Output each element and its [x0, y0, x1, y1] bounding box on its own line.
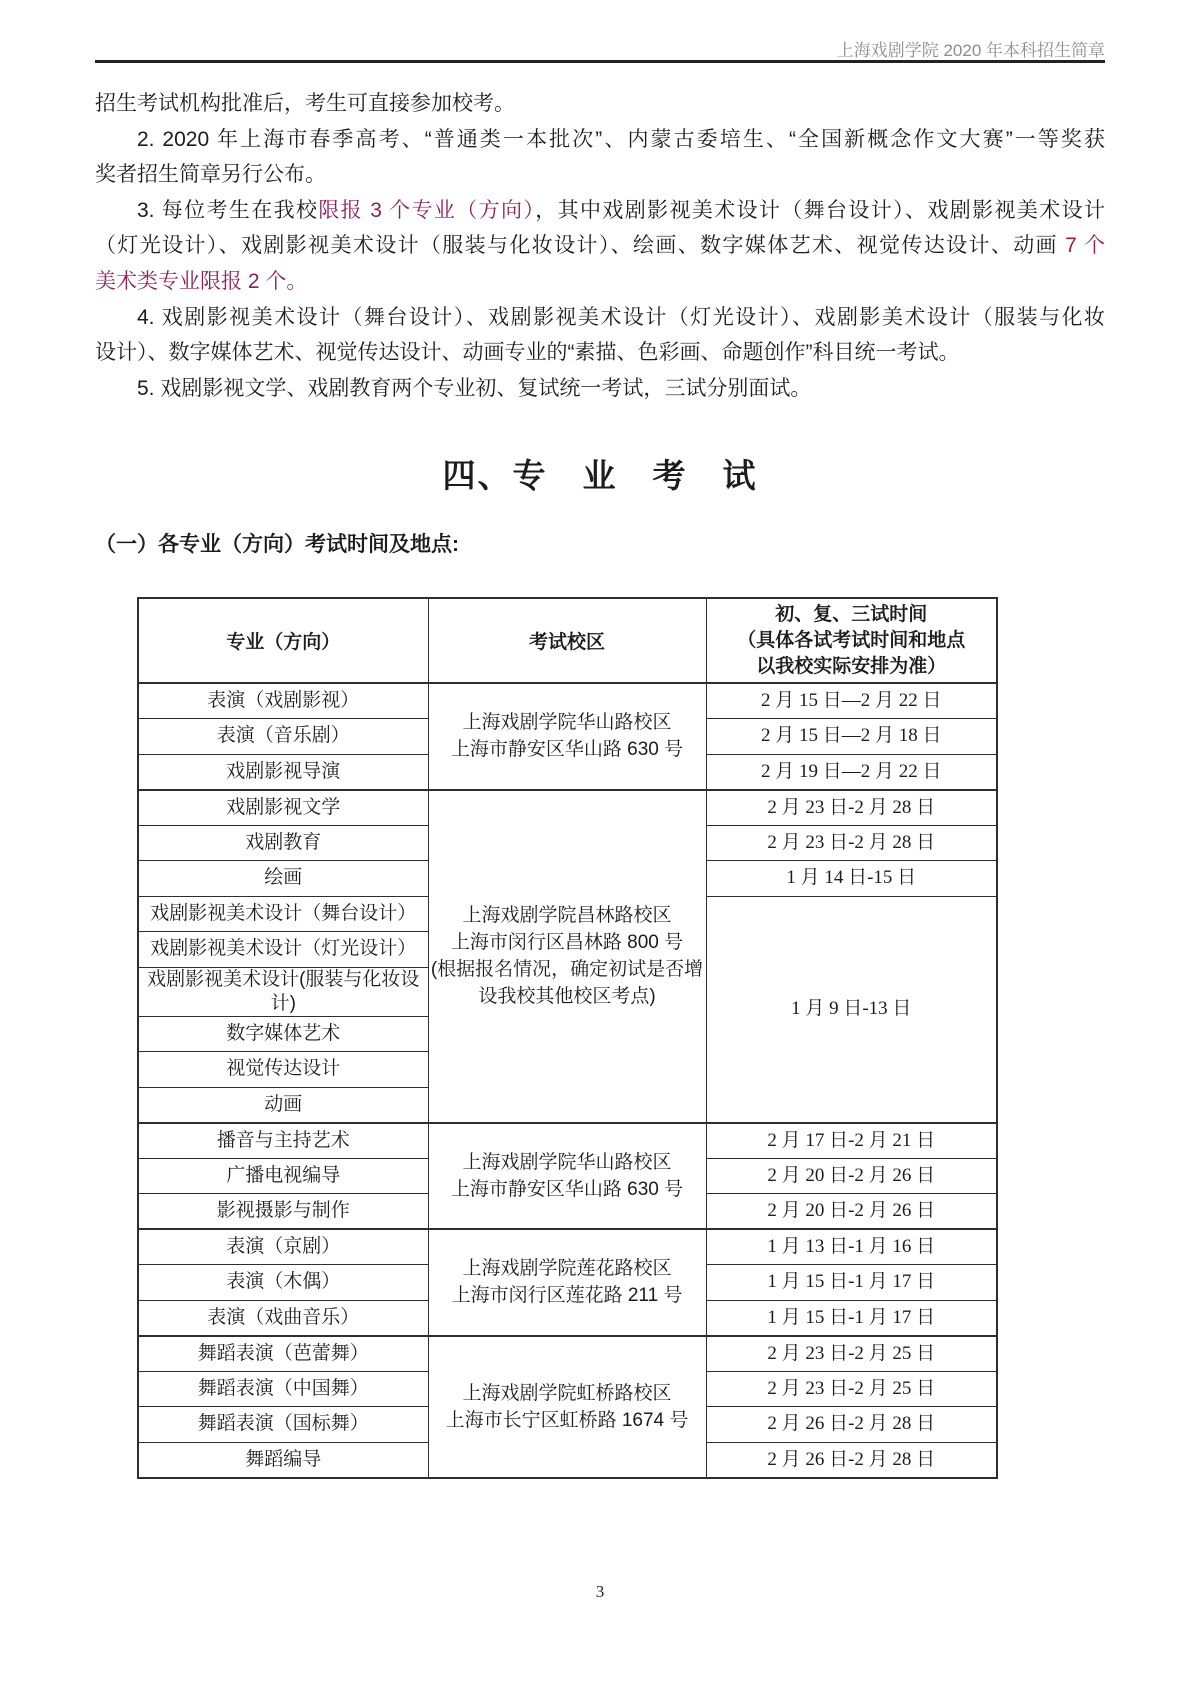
major-cell: 舞蹈表演（中国舞）: [138, 1371, 428, 1407]
col-header-campus: 考试校区: [428, 598, 706, 683]
major-cell: 舞蹈编导: [138, 1442, 428, 1478]
date-cell: 2 月 15 日—2 月 18 日: [706, 719, 997, 755]
campus-line: 上海市静安区华山路 630 号: [450, 739, 684, 761]
date-cell: 2 月 23 日-2 月 25 日: [706, 1371, 997, 1407]
highlight-run: 限报 3 个专业（方向）: [318, 198, 536, 222]
section-title: 四、专 业 考 试: [442, 459, 758, 495]
date-cell: 1 月 15 日-1 月 17 日: [706, 1300, 997, 1336]
body-run: 2. 2020 年上海市春季高考、“普通类一本批次”、内蒙古委培生、“全国新概念作文大赛”一等奖获: [137, 127, 1105, 151]
date-cell: 2 月 23 日-2 月 25 日: [706, 1336, 997, 1372]
table-row: [138, 683, 997, 719]
major-cell: 戏剧影视导演: [138, 754, 428, 790]
major-cell: 戏剧教育: [138, 825, 428, 861]
campus-cell: [428, 790, 706, 1123]
page-header-title: 上海戏剧学院 2020 年本科招生简章: [836, 41, 1105, 60]
date-cell: 2 月 23 日-2 月 28 日: [706, 825, 997, 861]
major-cell: 绘画: [138, 861, 428, 897]
campus-cell: [428, 1123, 706, 1230]
col-header-dates-line: （具体各试考试时间和地点: [737, 629, 966, 651]
campus-note-line: 设我校其他校区考点): [478, 986, 656, 1007]
paragraph-line: [95, 228, 1105, 264]
paragraph-line: [95, 371, 1105, 407]
paragraph-line: [95, 300, 1105, 336]
date-cell: 1 月 15 日-1 月 17 日: [706, 1265, 997, 1301]
header-rule: [95, 60, 1105, 63]
major-cell: 表演（音乐剧）: [138, 719, 428, 755]
table-row: [138, 1336, 997, 1372]
date-cell: 2 月 20 日-2 月 26 日: [706, 1158, 997, 1194]
major-cell: 舞蹈表演（国标舞）: [138, 1407, 428, 1443]
paragraph-line: [95, 122, 1105, 158]
major-cell: 表演（木偶）: [138, 1265, 428, 1301]
major-cell: 表演（戏曲音乐）: [138, 1300, 428, 1336]
campus-line: 上海戏剧学院华山路校区: [462, 1151, 672, 1173]
subsection-heading: （一）各专业（方向）考试时间及地点:: [95, 533, 459, 556]
body-run: 4. 戏剧影视美术设计（舞台设计）、戏剧影视美术设计（灯光设计）、戏剧影美术设计（服装与化妆: [137, 305, 1105, 329]
major-cell: 戏剧影视文学: [138, 790, 428, 826]
campus-cell: [428, 1336, 706, 1478]
table-row: [138, 1123, 997, 1159]
major-cell: 戏剧影视美术设计（舞台设计）: [138, 896, 428, 932]
body-run: 5. 戏剧影视文学、戏剧教育两个专业初、复试统一考试，三试分别面试。: [137, 376, 812, 400]
campus-line: 上海戏剧学院虹桥路校区: [462, 1382, 672, 1404]
body-run: 招生考试机构批准后，考生可直接参加校考。: [95, 92, 515, 115]
col-header-dates: [706, 598, 997, 683]
table-row: [138, 1229, 997, 1265]
col-header-dates-line: 以我校实际安排为准）: [756, 655, 947, 677]
date-cell: 2 月 26 日-2 月 28 日: [706, 1407, 997, 1443]
campus-line: 上海市闵行区莲花路 211 号: [451, 1285, 683, 1307]
major-cell: 动画: [138, 1087, 428, 1123]
major-cell: 视觉传达设计: [138, 1052, 428, 1088]
paragraph-line: [95, 86, 1105, 122]
major-cell: 影视摄影与制作: [138, 1194, 428, 1230]
body-run: ，其中戏剧影视美术设计（舞台设计）、戏剧影视美术设计: [535, 198, 1105, 222]
highlight-run: 7 个: [1065, 234, 1105, 258]
date-cell: 1 月 13 日-1 月 16 日: [706, 1229, 997, 1265]
major-cell: 表演（戏剧影视）: [138, 683, 428, 719]
major-cell: 戏剧影视美术设计（灯光设计）: [138, 932, 428, 968]
page-number: 3: [595, 1582, 605, 1601]
paragraph-line: [95, 193, 1105, 229]
date-cell: 2 月 17 日-2 月 21 日: [706, 1123, 997, 1159]
paragraph-line: [95, 335, 1105, 371]
campus-line: 上海市闵行区昌林路 800 号: [450, 932, 684, 953]
body-text-block: [95, 86, 1105, 406]
major-cell: 戏剧影视美术设计(服装与化妆设计): [138, 967, 428, 1016]
highlight-run: 美术类专业限报 2 个。: [95, 269, 308, 293]
paragraph-line: [95, 264, 1105, 300]
table-row: [138, 790, 997, 826]
campus-cell: [428, 1229, 706, 1336]
body-run: （灯光设计）、戏剧影视美术设计（服装与化妆设计）、绘画、数字媒体艺术、视觉传达设计、动画: [95, 234, 1066, 258]
body-run: 奖者招生简章另行公布。: [95, 163, 326, 187]
campus-line: 上海市静安区华山路 630 号: [450, 1178, 684, 1200]
major-cell: 广播电视编导: [138, 1158, 428, 1194]
date-cell: 2 月 26 日-2 月 28 日: [706, 1442, 997, 1478]
campus-note-line: (根据报名情况，确定初试是否增: [430, 959, 704, 980]
campus-line: 上海戏剧学院昌林路校区: [462, 905, 672, 926]
major-cell: 表演（京剧）: [138, 1229, 428, 1265]
campus-line: 上海戏剧学院华山路校区: [462, 712, 672, 734]
major-cell: 数字媒体艺术: [138, 1016, 428, 1052]
col-header-major: 专业（方向）: [138, 598, 428, 683]
date-cell: 1 月 9 日-13 日: [706, 896, 997, 1123]
body-run: 3. 每位考生在我校: [137, 198, 319, 222]
date-cell: 1 月 14 日-15 日: [706, 861, 997, 897]
date-cell: 2 月 23 日-2 月 28 日: [706, 790, 997, 826]
table-header-row: [138, 598, 997, 683]
date-cell: 2 月 20 日-2 月 26 日: [706, 1194, 997, 1230]
exam-schedule-table: [137, 597, 998, 1479]
major-cell: 舞蹈表演（芭蕾舞）: [138, 1336, 428, 1372]
campus-line: 上海戏剧学院莲花路校区: [462, 1258, 672, 1280]
col-header-dates-line: 初、复、三试时间: [775, 603, 928, 625]
body-run: 设计）、数字媒体艺术、视觉传达设计、动画专业的“素描、色彩画、命题创作”科目统一考试。: [95, 341, 960, 365]
date-cell: 2 月 15 日—2 月 22 日: [706, 683, 997, 719]
campus-line: 上海市长宁区虹桥路 1674 号: [445, 1409, 689, 1431]
date-cell: 2 月 19 日—2 月 22 日: [706, 754, 997, 790]
major-cell: 播音与主持艺术: [138, 1123, 428, 1159]
paragraph-line: [95, 157, 1105, 193]
campus-cell: [428, 683, 706, 790]
